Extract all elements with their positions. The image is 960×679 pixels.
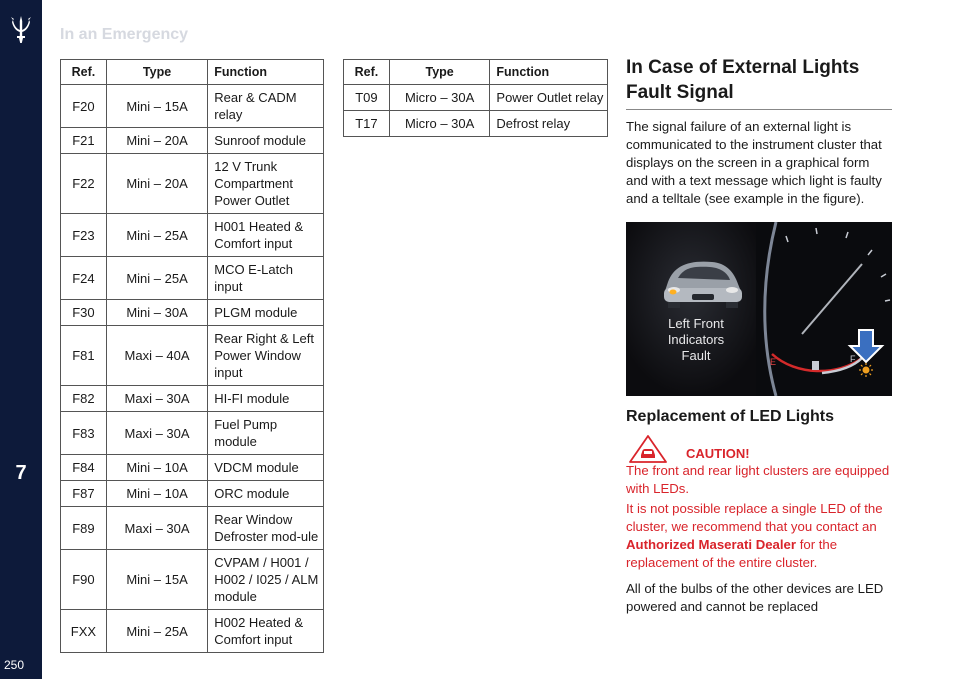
cell-function: VDCM module <box>208 455 324 481</box>
cell-function: Rear Window Defroster mod-ule <box>208 507 324 550</box>
led-body-text: All of the bulbs of the other devices are LED powered and cannot be replaced <box>626 581 884 614</box>
gauge-empty-label: E <box>770 357 777 367</box>
column-header-function: Function <box>208 60 324 85</box>
section-title: In an Emergency <box>60 26 189 43</box>
cell-function: PLGM module <box>208 300 324 326</box>
column-header-type: Type <box>389 60 490 85</box>
cell-type: Mini – 25A <box>106 610 207 653</box>
cell-ref: F81 <box>61 326 107 386</box>
cell-ref: F84 <box>61 455 107 481</box>
fault-message-line-3: Fault <box>681 348 711 363</box>
cell-ref: F21 <box>61 128 107 154</box>
fuel-pump-icon <box>812 361 819 370</box>
cell-ref: F30 <box>61 300 107 326</box>
table-row <box>61 300 324 326</box>
page-number: 250 <box>4 658 25 672</box>
cell-type: Maxi – 30A <box>106 386 207 412</box>
authorized-dealer-text: Authorized Maserati Dealer <box>626 537 797 552</box>
cell-function: Defrost relay <box>490 111 608 137</box>
table-row <box>61 85 324 128</box>
table-row <box>61 128 324 154</box>
cell-type: Mini – 15A <box>106 85 207 128</box>
cell-ref: T09 <box>344 85 390 111</box>
table-row <box>344 85 608 111</box>
right-column <box>626 55 892 616</box>
fault-message-line-1: Left Front <box>668 316 724 331</box>
cell-function: H002 Heated & Comfort input <box>208 610 324 653</box>
gauge-full-label: F <box>850 354 856 364</box>
table-row <box>61 610 324 653</box>
cell-ref: FXX <box>61 610 107 653</box>
column-header-ref: Ref. <box>61 60 107 85</box>
cell-ref: F82 <box>61 386 107 412</box>
external-lights-text: The signal failure of an external light is communicated to the instrument cluster that displays on the screen in a graphical form and with a text message which light is faulty and a telltale (see example in the figure). <box>626 119 882 206</box>
fuse-table-1 <box>60 59 324 653</box>
table-row <box>61 154 324 214</box>
caution-label: CAUTION! <box>686 446 750 461</box>
table-row <box>61 214 324 257</box>
cell-type: Mini – 20A <box>106 128 207 154</box>
cell-function: H001 Heated & Comfort input <box>208 214 324 257</box>
led-replacement-heading: Replacement of LED Lights <box>626 408 835 425</box>
caution-text-2b: for the replacement of the entire cluster. <box>626 537 838 570</box>
cell-function: HI-FI module <box>208 386 324 412</box>
caution-box <box>626 434 892 460</box>
cell-ref: F89 <box>61 507 107 550</box>
cell-type: Mini – 20A <box>106 154 207 214</box>
chapter-number: 7 <box>15 462 27 484</box>
cell-function: Power Outlet relay <box>490 85 608 111</box>
table-row <box>344 111 608 137</box>
cell-function: Rear & CADM relay <box>208 85 324 128</box>
table-row <box>61 550 324 610</box>
fault-message-line-2: Indicators <box>667 332 725 347</box>
column-header-type: Type <box>106 60 207 85</box>
cell-ref: T17 <box>344 111 390 137</box>
cell-type: Maxi – 30A <box>106 412 207 455</box>
cell-type: Maxi – 40A <box>106 326 207 386</box>
car-warning-icon <box>628 434 668 464</box>
cell-ref: F23 <box>61 214 107 257</box>
external-lights-heading: In Case of External Lights Fault Signal <box>626 55 892 110</box>
cell-type: Maxi – 30A <box>106 507 207 550</box>
cell-function: CVPAM / H001 / H002 / I025 / ALM module <box>208 550 324 610</box>
cell-type: Mini – 30A <box>106 300 207 326</box>
column-header-function: Function <box>490 60 608 85</box>
cell-ref: F83 <box>61 412 107 455</box>
caution-text-2a: It is not possible replace a single LED of the cluster, we recommend that you contact an <box>626 501 883 534</box>
cell-function: MCO E-Latch input <box>208 257 324 300</box>
cell-ref: F87 <box>61 481 107 507</box>
table-row <box>61 412 324 455</box>
table-header-row <box>344 60 608 85</box>
cell-ref: F22 <box>61 154 107 214</box>
cell-type: Mini – 10A <box>106 455 207 481</box>
sidebar <box>0 0 42 679</box>
column-header-ref: Ref. <box>344 60 390 85</box>
caution-text-1: The front and rear light clusters are equipped with LEDs. <box>626 463 890 496</box>
cell-function: 12 V Trunk Compartment Power Outlet <box>208 154 324 214</box>
table-row <box>61 386 324 412</box>
cell-type: Micro – 30A <box>389 111 490 137</box>
cell-type: Mini – 25A <box>106 214 207 257</box>
cluster-illustration <box>626 222 892 396</box>
cell-ref: F20 <box>61 85 107 128</box>
fuse-table-2 <box>343 59 608 137</box>
cell-function: ORC module <box>208 481 324 507</box>
table-row <box>61 481 324 507</box>
cell-ref: F90 <box>61 550 107 610</box>
table-row <box>61 326 324 386</box>
trident-logo-icon <box>9 14 33 44</box>
cell-ref: F24 <box>61 257 107 300</box>
cell-function: Sunroof module <box>208 128 324 154</box>
cell-function: Fuel Pump module <box>208 412 324 455</box>
table-row <box>61 507 324 550</box>
caution-text-2 <box>626 500 892 572</box>
cell-type: Mini – 10A <box>106 481 207 507</box>
table-header-row <box>61 60 324 85</box>
cell-function: Rear Right & Left Power Window input <box>208 326 324 386</box>
cell-type: Mini – 15A <box>106 550 207 610</box>
cell-type: Micro – 30A <box>389 85 490 111</box>
table-row <box>61 455 324 481</box>
instrument-cluster-figure <box>626 222 892 396</box>
table-row <box>61 257 324 300</box>
cell-type: Mini – 25A <box>106 257 207 300</box>
